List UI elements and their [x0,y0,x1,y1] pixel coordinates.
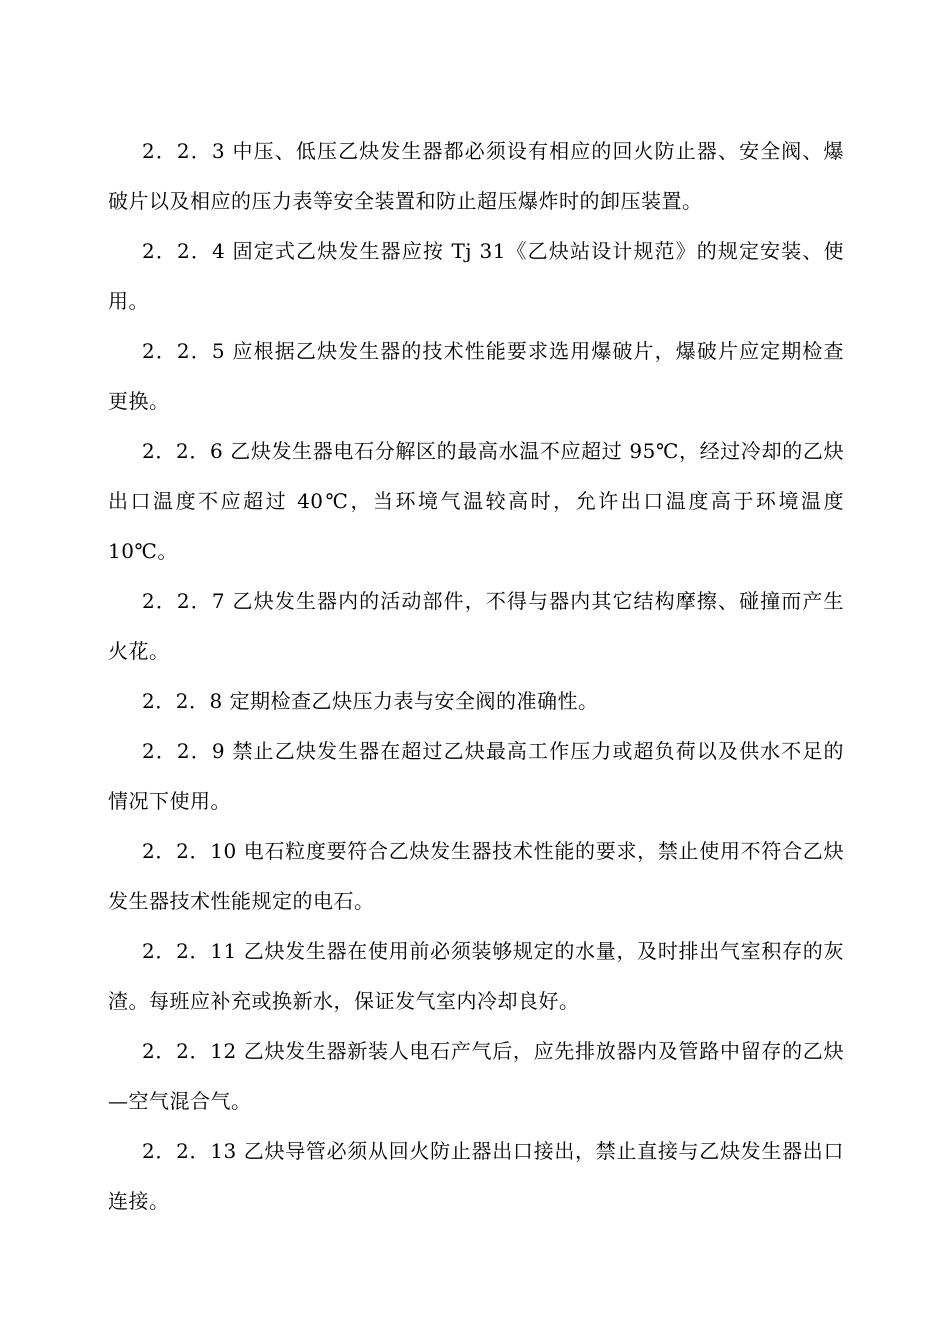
clause-2-2-4: 2．2．4 固定式乙炔发生器应按 Tj 31《乙炔站设计规范》的规定安装、使用。 [108,239,844,313]
clause-2-2-3: 2．2．3 中压、低压乙炔发生器都必须设有相应的回火防止器、安全阀、爆破片以及相应的压力表等安全装置和防止超压爆炸时的卸压装置。 [108,139,844,213]
clause-2-2-13: 2．2．13 乙炔导管必须从回火防止器出口接出，禁止直接与乙炔发生器出口连接。 [108,1139,844,1213]
clause-2-2-8: 2．2．8 定期检查乙炔压力表与安全阀的准确性。 [142,689,599,713]
clause-2-2-12: 2．2．12 乙炔发生器新装人电石产气后，应先排放器内及管路中留存的乙炔—空气混合气。 [108,1039,844,1113]
clause-2-2-6: 2．2．6 乙炔发生器电石分解区的最高水温不应超过 95℃，经过冷却的乙炔出口温度不应超过 40℃，当环境气温较高时，允许出口温度高于环境温度 10℃。 [108,439,844,563]
clause-2-2-7: 2．2．7 乙炔发生器内的活动部件，不得与器内其它结构摩擦、碰撞而产生火花。 [108,589,844,663]
clause-2-2-10: 2．2．10 电石粒度要符合乙炔发生器技术性能的要求，禁止使用不符合乙炔发生器技术性能规定的电石。 [108,839,844,913]
clause-2-2-9: 2．2．9 禁止乙炔发生器在超过乙炔最高工作压力或超负荷以及供水不足的情况下使用。 [108,739,844,813]
document-body [108,126,844,1226]
clause-2-2-11: 2．2．11 乙炔发生器在使用前必须装够规定的水量，及时排出气室积存的灰渣。每班应补充或换新水，保证发气室内冷却良好。 [108,939,844,1013]
clause-2-2-5: 2．2．5 应根据乙炔发生器的技术性能要求选用爆破片，爆破片应定期检查更换。 [108,339,844,413]
